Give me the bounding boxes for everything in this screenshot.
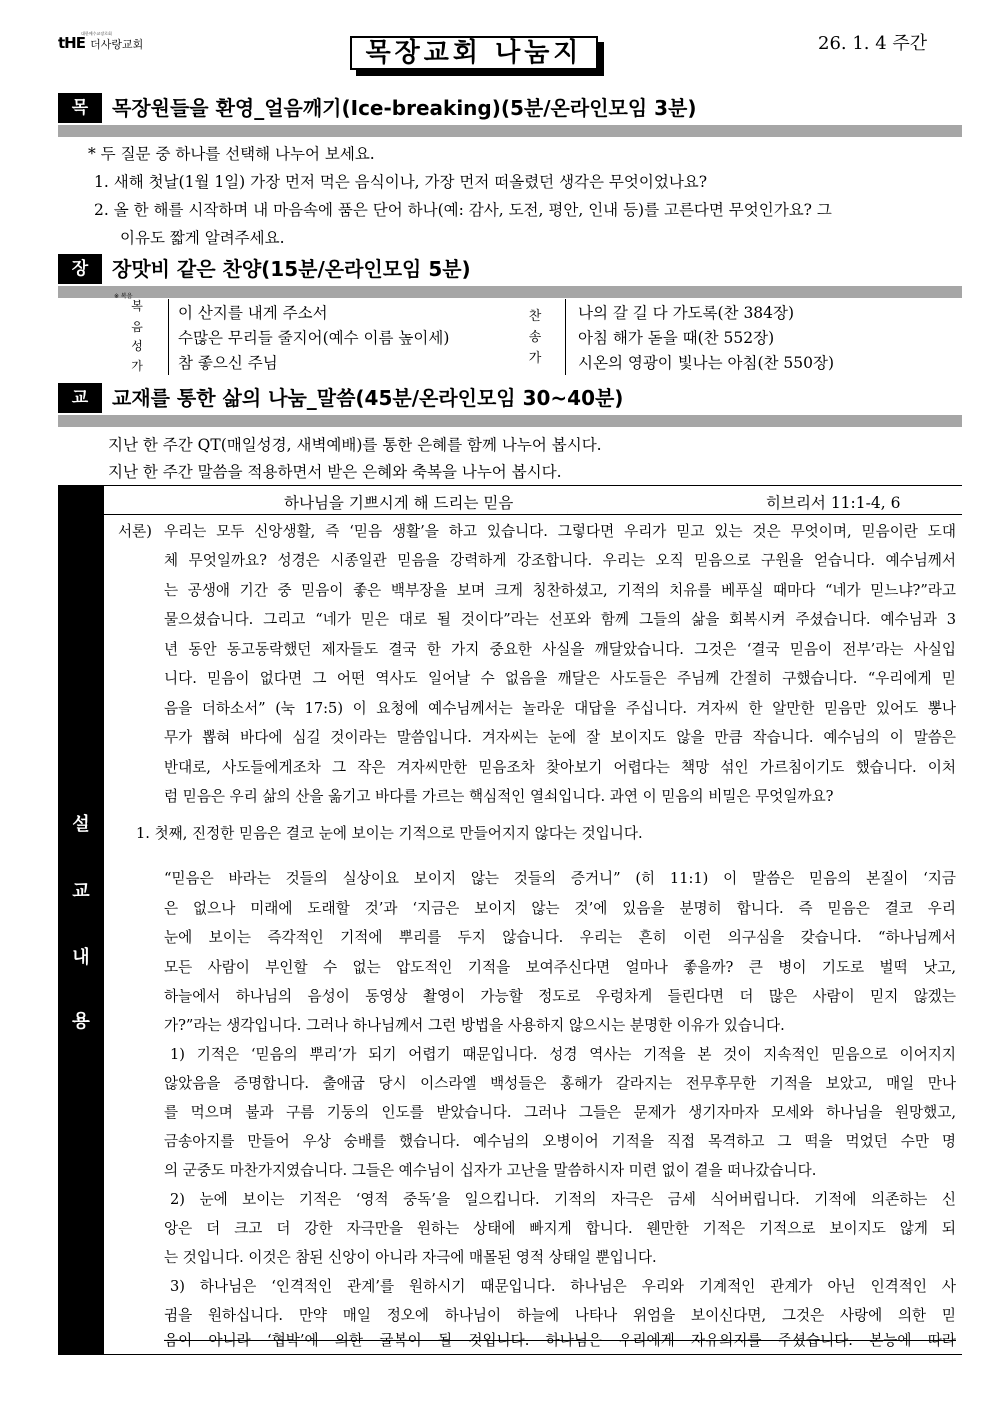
sermon-body-line-6: 가?”라는 생각입니다. 그러나 하나님께서 그런 방법을 사용하지 않으시는 분명한 이유가 있습니다.	[164, 1017, 785, 1034]
gospel-song-note: ※ 복음	[114, 293, 133, 300]
section-bar	[58, 125, 962, 137]
gospel-song-label-2: 음	[131, 320, 143, 334]
sermon-side-char-4: 용	[72, 1011, 90, 1032]
sermon-sub-line-4: 금송아지를 만들어 우상 숭배를 했습니다. 예수님의 오병이어 기적을 직접 목격하고 그 떡을 먹었던 수만 명	[164, 1133, 956, 1150]
gospel-song-label-4: 가	[131, 359, 143, 373]
logo-name: 더사랑교회	[90, 38, 144, 51]
week-date: 26. 1. 4 주간	[818, 33, 928, 54]
song-divider	[565, 299, 566, 375]
church-logo	[58, 33, 143, 52]
sermon-title-rule	[104, 514, 962, 515]
sermon-intro-line-10: 럼 믿음은 우리 삶의 산을 옮기고 바다를 가르는 핵심적인 열쇠입니다. 과연 이 믿음의 비밀은 무엇일까요?	[164, 788, 834, 805]
section-badge-jang: 장	[58, 254, 102, 284]
sermon-body-line-1: “믿음은 바라는 것들의 실상이요 보이지 않는 것들의 증거니” (히 11:1) 이 말씀은 믿음의 본질이 ‘지금	[164, 870, 956, 887]
gospel-song-label-1: 복	[131, 299, 143, 313]
section-title-sharing: 교재를 통한 삶의 나눔_말씀(45분/온라인모임 30~40분)	[112, 386, 624, 410]
sermon-body-line-4: 모든 사람이 부인할 수 없는 압도적인 기적을 보여주신다면 얼마나 좋을까? 큰 병이 기도로 벌떡 낫고,	[164, 959, 956, 976]
hymn-label-1: 찬	[528, 309, 542, 324]
sermon-intro-line-2: 체 무엇일까요? 성경은 시종일관 믿음을 강력하게 강조합니다. 우리는 오직 믿음으로 구원을 얻습니다. 예수님께서	[164, 552, 956, 569]
sermon-intro-line-7: 음을 더하소서” (눅 17:5) 이 요청에 예수님께서는 놀라운 대답을 주십니다. 겨자씨 한 알만한 믿음만 있어도 뽕나	[164, 700, 956, 717]
hymn-2: 아침 해가 돋을 때(찬 552장)	[578, 329, 775, 347]
sermon-sub-line-1: 1) 기적은 ‘믿음의 뿌리’가 되기 어렵기 때문입니다. 성경 역사는 기적을 본 것이 지속적인 믿음으로 이어지지	[170, 1046, 956, 1063]
sermon-body-line-3: 눈에 보이는 즉각적인 기적에 뿌리를 두지 않습니다. 우리는 흔히 이런 의구심을 갖습니다. “하나님께서	[164, 929, 956, 946]
sermon-sub-line-9: 3) 하나님은 ‘인격적인 관계’를 원하시기 때문입니다. 하나님은 우리와 기계적인 관계가 아닌 인격적인 사	[170, 1278, 956, 1295]
sermon-point-1: 1. 첫째, 진정한 믿음은 결코 눈에 보이는 기적으로 만들어지지 않다는 것입니다.	[136, 825, 643, 842]
sermon-intro-line-8: 무가 뽑혀 바다에 심길 것이라는 말씀입니다. 겨자씨는 눈에 잘 보이지도 않을 만큼 작습니다. 예수님의 이 말씀은	[164, 729, 956, 746]
sermon-sub-line-10: 귐을 원하십니다. 만약 매일 정오에 하나님이 하늘에 나타나 위엄을 보이신다면, 그것은 사랑에 의한 믿	[164, 1307, 956, 1324]
icebreak-question-2: 2. 올 한 해를 시작하며 내 마음속에 품은 단어 하나(예: 감사, 도전, 평안, 인내 등)를 고른다면 무엇인가요? 그	[94, 201, 832, 219]
sermon-title: 하나님을 기쁘시게 해 드리는 믿음	[284, 494, 514, 512]
section-bar	[58, 415, 962, 427]
gospel-song-3: 참 좋으신 주님	[178, 354, 278, 372]
sermon-intro-label: 서론)	[118, 523, 152, 540]
page-title	[350, 36, 604, 76]
section-title-icebreaking: 목장원들을 환영_얼음깨기(Ice-breaking)(5분/온라인모임 3분)	[112, 96, 697, 120]
sermon-intro-line-6: 니다. 믿음이 없다면 그 어떤 역사도 일어날 수 없음을 깨달은 사도들은 주님께 간절히 구했습니다. “우리에게 믿	[164, 670, 956, 687]
hymn-label-3: 가	[528, 351, 542, 366]
sermon-top-rule	[104, 485, 962, 486]
icebreak-question-2-cont: 이유도 짧게 알려주세요.	[120, 229, 285, 247]
sermon-intro-line-1: 우리는 모두 신앙생활, 즉 ‘믿음 생활’을 하고 있습니다. 그렇다면 우리가 믿고 있는 것은 무엇이며, 믿음이란 도대	[164, 523, 956, 540]
sermon-sub-line-3: 를 먹으며 불과 구름 기둥의 인도를 받았습니다. 그러나 그들은 문제가 생기자마자 모세와 하나님을 원망했고,	[164, 1104, 956, 1121]
sermon-sub-line-6: 2) 눈에 보이는 기적은 ‘영적 중독’을 일으킵니다. 기적의 자극은 금세 식어버립니다. 기적에 의존하는 신	[170, 1191, 956, 1208]
sermon-intro-line-9: 반대로, 사도들에게조차 그 작은 겨자씨만한 믿음조차 찾아보기 어렵다는 책망 섞인 가르침이기도 했습니다. 이처	[164, 759, 956, 776]
logo-mark: tHE	[58, 34, 85, 52]
sermon-sub-line-7: 앙은 더 크고 더 강한 자극만을 원하는 상태에 빠지게 합니다. 웬만한 기적은 기적으로 보이지도 않게 되	[164, 1220, 956, 1237]
hymn-3: 시온의 영광이 빛나는 아침(찬 550장)	[578, 354, 835, 372]
sharing-line-2: 지난 한 주간 말씀을 적용하면서 받은 은혜와 축복을 나누어 봅시다.	[108, 463, 562, 481]
title-text: 목장교회 나눔지	[350, 36, 598, 70]
sermon-sub-line-2: 않았음을 증명합니다. 출애굽 당시 이스라엘 백성들은 홍해가 갈라지는 전무후무한 기적을 보았고, 매일 만나	[164, 1075, 956, 1092]
section-badge-gyo: 교	[58, 383, 102, 413]
gospel-song-1: 이 산지를 내게 주소서	[178, 304, 328, 322]
section-badge-mok: 목	[58, 93, 102, 123]
sermon-side-char-1: 설	[72, 814, 90, 835]
section-bar	[58, 286, 962, 298]
sermon-reference: 히브리서 11:1-4, 6	[766, 494, 901, 512]
sermon-side-char-3: 내	[72, 947, 90, 968]
sharing-line-1: 지난 한 주간 QT(매일성경, 새벽예배)를 통한 은혜를 함께 나누어 봅시다.	[108, 436, 602, 454]
hymn-1: 나의 갈 길 다 가도록(찬 384장)	[578, 304, 795, 322]
gospel-song-label-3: 성	[131, 339, 143, 353]
gospel-song-2: 수많은 무리들 줄지어(예수 이름 높이세)	[178, 329, 450, 347]
icebreak-intro: * 두 질문 중 하나를 선택해 나누어 보세요.	[88, 145, 375, 163]
sermon-sub-line-5: 의 군중도 마찬가지였습니다. 그들은 예수님이 십자가 고난을 말씀하시자 미련 없이 곁을 떠나갔습니다.	[164, 1162, 817, 1179]
icebreak-question-1: 1. 새해 첫날(1월 1일) 가장 먼저 먹은 음식이나, 가장 먼저 떠올렸던 생각은 무엇이었나요?	[94, 173, 708, 191]
sermon-intro-line-5: 년 동안 동고동락했던 제자들도 결국 한 가지 중요한 사실을 깨달았습니다. 그것은 ‘결국 믿음이 전부’라는 사실입	[164, 641, 956, 658]
hymn-label-2: 송	[528, 330, 542, 345]
sermon-intro-line-4: 물으셨습니다. 그리고 “네가 믿은 대로 될 것이다”라는 선포와 함께 그들의 삶을 회복시켜 주셨습니다. 예수님과 3	[164, 611, 956, 628]
sermon-sub-line-8: 는 것입니다. 이것은 참된 신앙이 아니라 자극에 매몰된 영적 상태일 뿐입니다.	[164, 1249, 657, 1266]
logo-tag: 대한예수교장로회	[81, 31, 112, 36]
sermon-sub-line-11: 음이 아니라 ‘협박’에 의한 굴복이 될 것입니다. 하나님은 우리에게 자유의지를 주셨습니다. 본능에 따라	[164, 1332, 956, 1349]
section-title-praise: 장맛비 같은 찬양(15분/온라인모임 5분)	[112, 257, 471, 281]
sermon-body-line-2: 은 없으나 미래에 도래할 것’과 ‘지금은 보이지 않는 것’에 있음을 분명히 합니다. 즉 믿음은 결코 우리	[164, 900, 956, 917]
song-divider	[168, 299, 169, 375]
sermon-body-line-5: 하늘에서 하나님의 음성이 동영상 촬영이 가능할 정도로 우렁차게 들린다면 더 많은 사람이 믿지 않겠는	[164, 988, 956, 1005]
sermon-side-char-2: 교	[72, 881, 90, 902]
sermon-side-bar	[58, 485, 104, 1355]
sermon-intro-line-3: 는 공생애 기간 중 믿음이 좋은 백부장을 보며 크게 칭찬하셨고, 기적의 치유를 베푸실 때마다 “네가 믿느냐?”라고	[164, 582, 956, 599]
